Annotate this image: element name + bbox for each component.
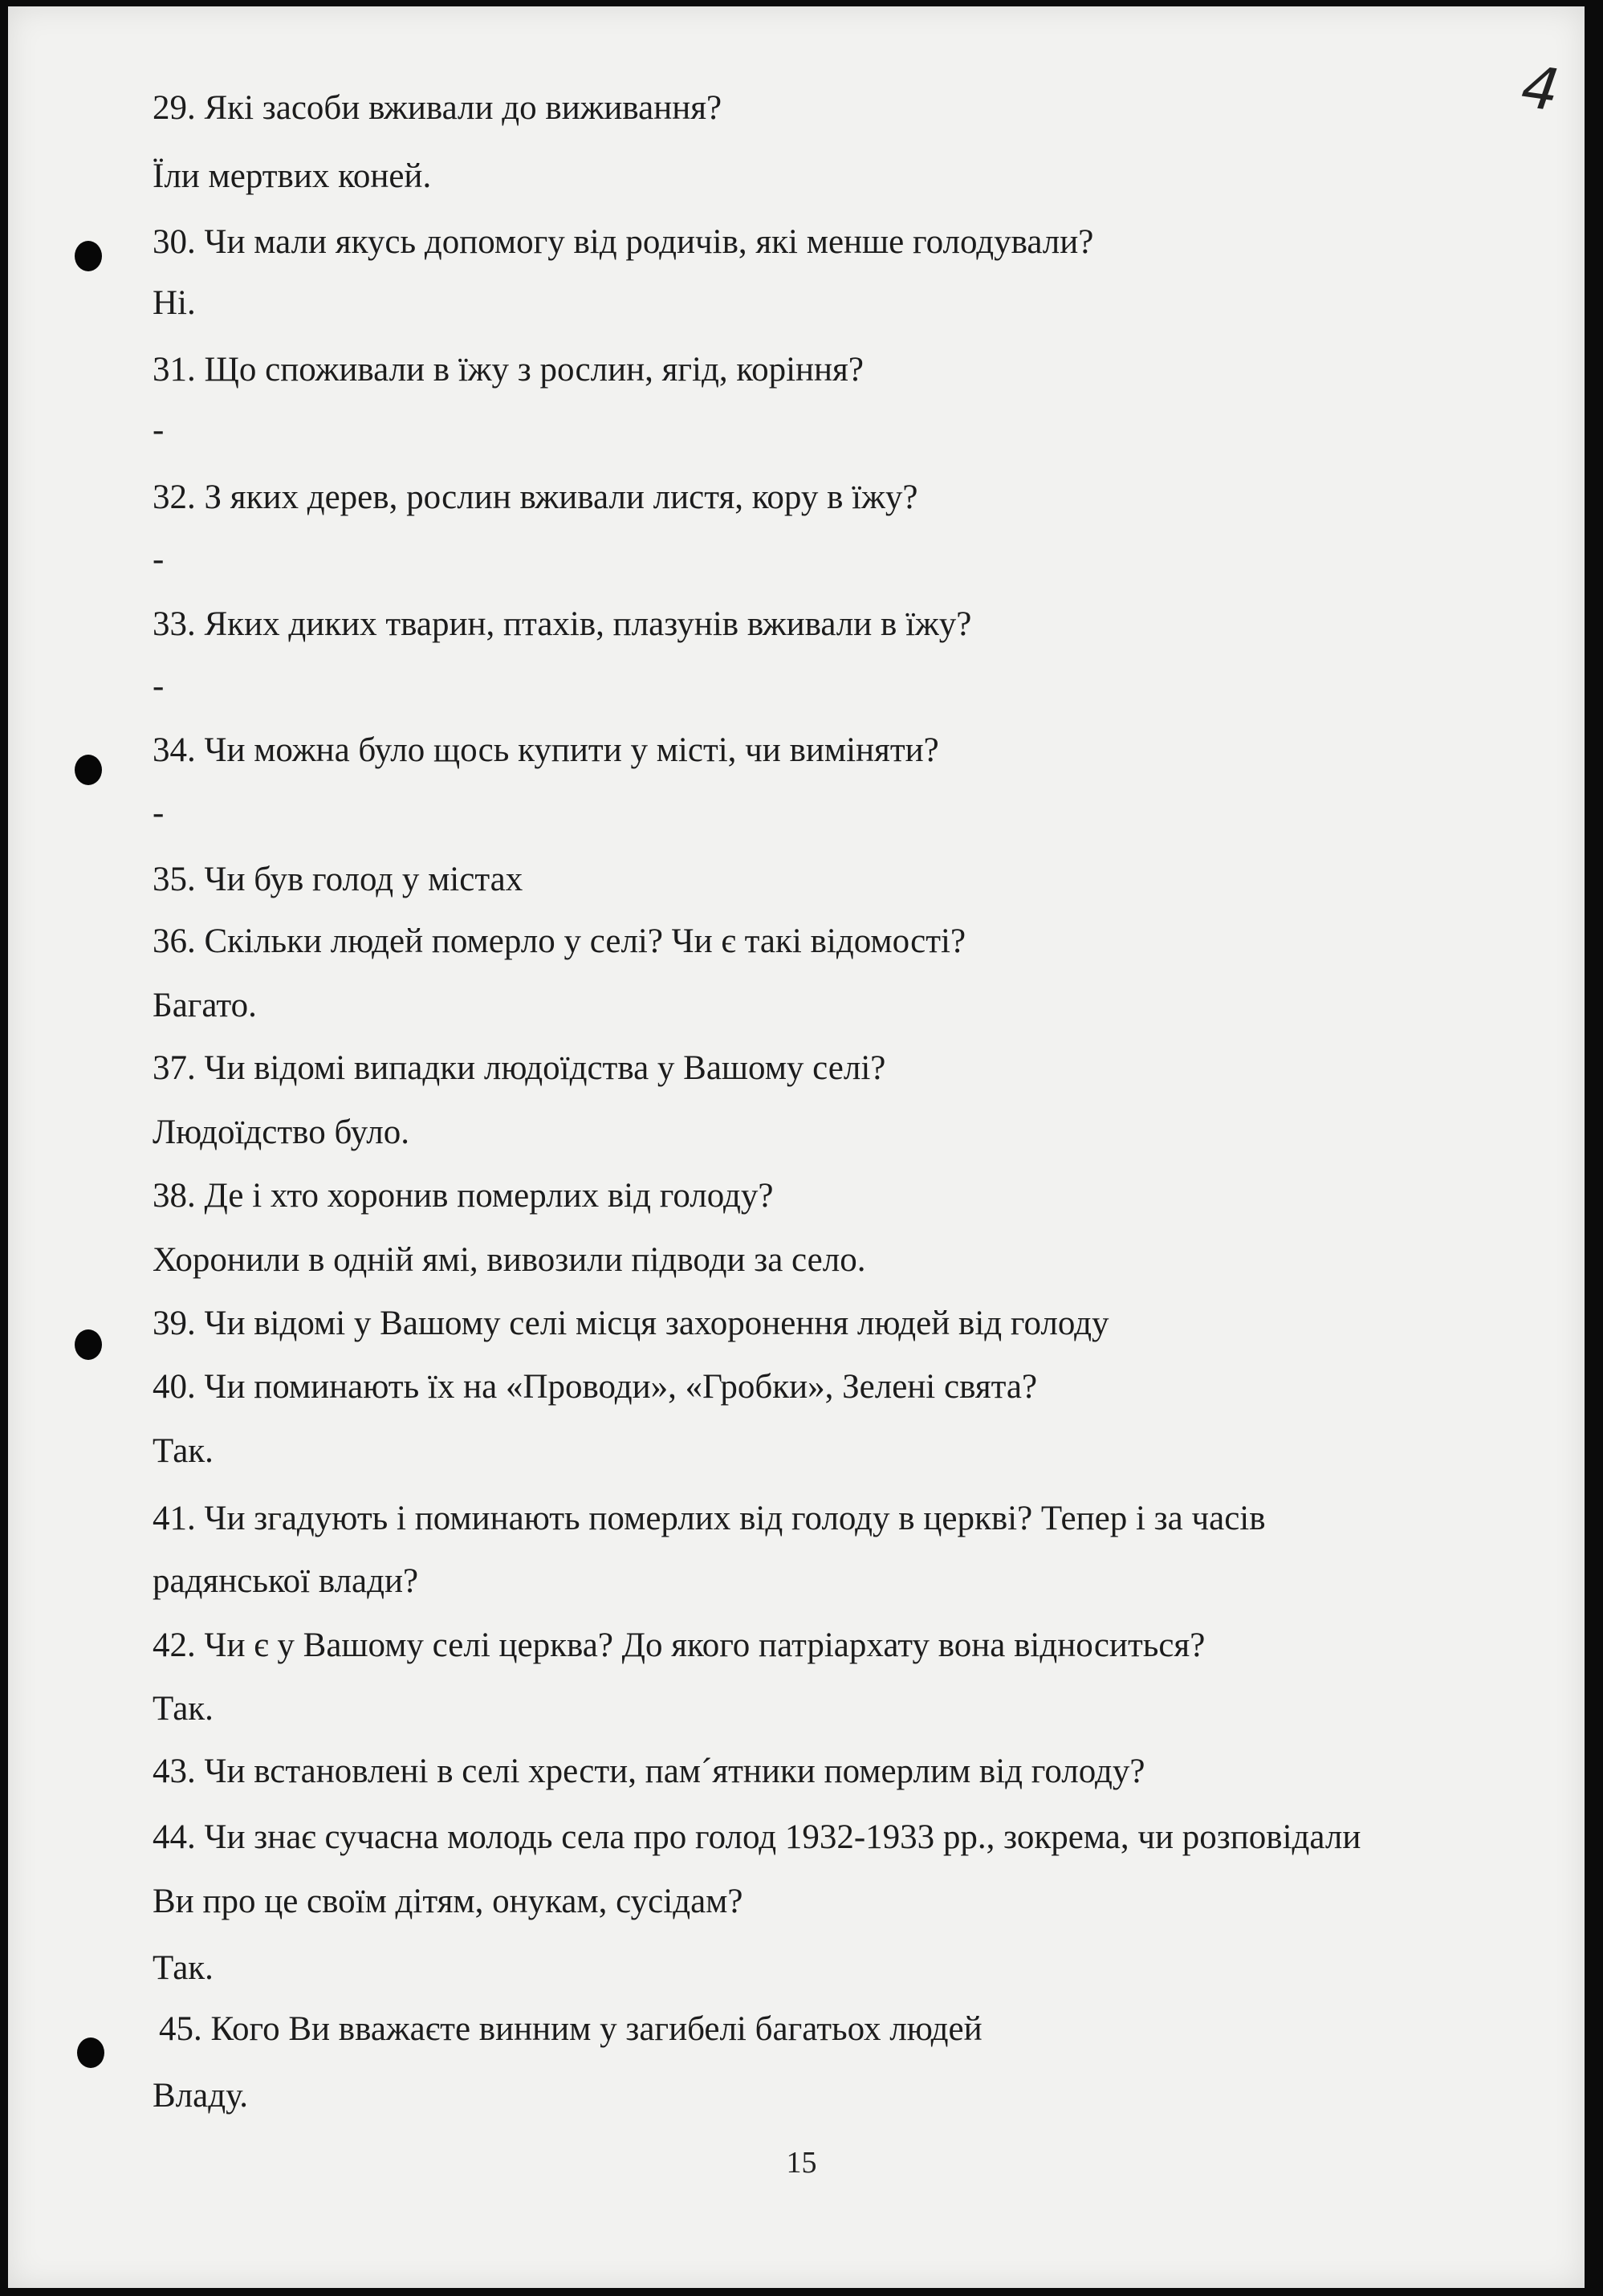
question-33: 33. Яких диких тварин, птахів, плазунів вживали в їжу? bbox=[153, 605, 972, 643]
question-43: 43. Чи встановлені в селі хрести, пам´ятники померлим від голоду? bbox=[153, 1753, 1145, 1790]
answer-36: Багато. bbox=[153, 987, 257, 1024]
punch-hole bbox=[75, 755, 102, 785]
answer-32: - bbox=[153, 540, 165, 578]
answer-31: - bbox=[153, 411, 165, 449]
answer-29: Їли мертвих коней. bbox=[153, 157, 432, 195]
question-41: 41. Чи згадують і поминають померлих від голоду в церкві? Тепер і за часів bbox=[153, 1500, 1266, 1537]
question-45: 45. Кого Ви вважаєте винним у загибелі багатьох людей bbox=[159, 2010, 983, 2048]
question-37: 37. Чи відомі випадки людоїдства у Вашому селі? bbox=[153, 1049, 886, 1087]
answer-33: - bbox=[153, 667, 165, 705]
question-36: 36. Скільки людей померло у селі? Чи є такі відомості? bbox=[153, 922, 966, 960]
punch-hole bbox=[77, 2037, 104, 2068]
answer-30: Ні. bbox=[153, 284, 196, 322]
question-39: 39. Чи відомі у Вашому селі місця захоронення людей від голоду bbox=[153, 1305, 1109, 1342]
answer-38: Хоронили в одній ямі, вивозили підводи за село. bbox=[153, 1241, 866, 1279]
page-number: 15 bbox=[786, 2146, 817, 2180]
answer-44: Так. bbox=[153, 1949, 214, 1987]
punch-hole bbox=[75, 241, 102, 271]
question-44-continued: Ви про це своїм дітям, онукам, сусідам? bbox=[153, 1883, 743, 1920]
punch-hole bbox=[75, 1329, 102, 1360]
question-38: 38. Де і хто хоронив померлих від голоду? bbox=[153, 1177, 774, 1215]
answer-45: Владу. bbox=[153, 2077, 249, 2115]
answer-37: Людоїдство було. bbox=[153, 1113, 410, 1151]
question-31: 31. Що споживали в їжу з рослин, ягід, коріння? bbox=[153, 351, 864, 389]
answer-42: Так. bbox=[153, 1690, 214, 1728]
answer-34: - bbox=[153, 794, 165, 832]
question-41-continued: радянської влади? bbox=[153, 1562, 419, 1600]
handwritten-page-mark: 4 bbox=[1517, 52, 1564, 124]
question-34: 34. Чи можна було щось купити у місті, чи виміняти? bbox=[153, 731, 939, 769]
answer-40: Так. bbox=[153, 1432, 214, 1470]
question-42: 42. Чи є у Вашому селі церква? До якого патріархату вона відноситься? bbox=[153, 1626, 1206, 1664]
question-40: 40. Чи поминають їх на «Проводи», «Гробки», Зелені свята? bbox=[153, 1368, 1038, 1406]
question-29: 29. Які засоби вживали до виживання? bbox=[153, 89, 722, 127]
question-30: 30. Чи мали якусь допомогу від родичів, які менше голодували? bbox=[153, 223, 1094, 261]
question-44: 44. Чи знає сучасна молодь села про голод 1932-1933 рр., зокрема, чи розповідали bbox=[153, 1818, 1361, 1856]
question-35: 35. Чи був голод у містах bbox=[153, 861, 523, 898]
question-32: 32. З яких дерев, рослин вживали листя, кору в їжу? bbox=[153, 478, 918, 516]
